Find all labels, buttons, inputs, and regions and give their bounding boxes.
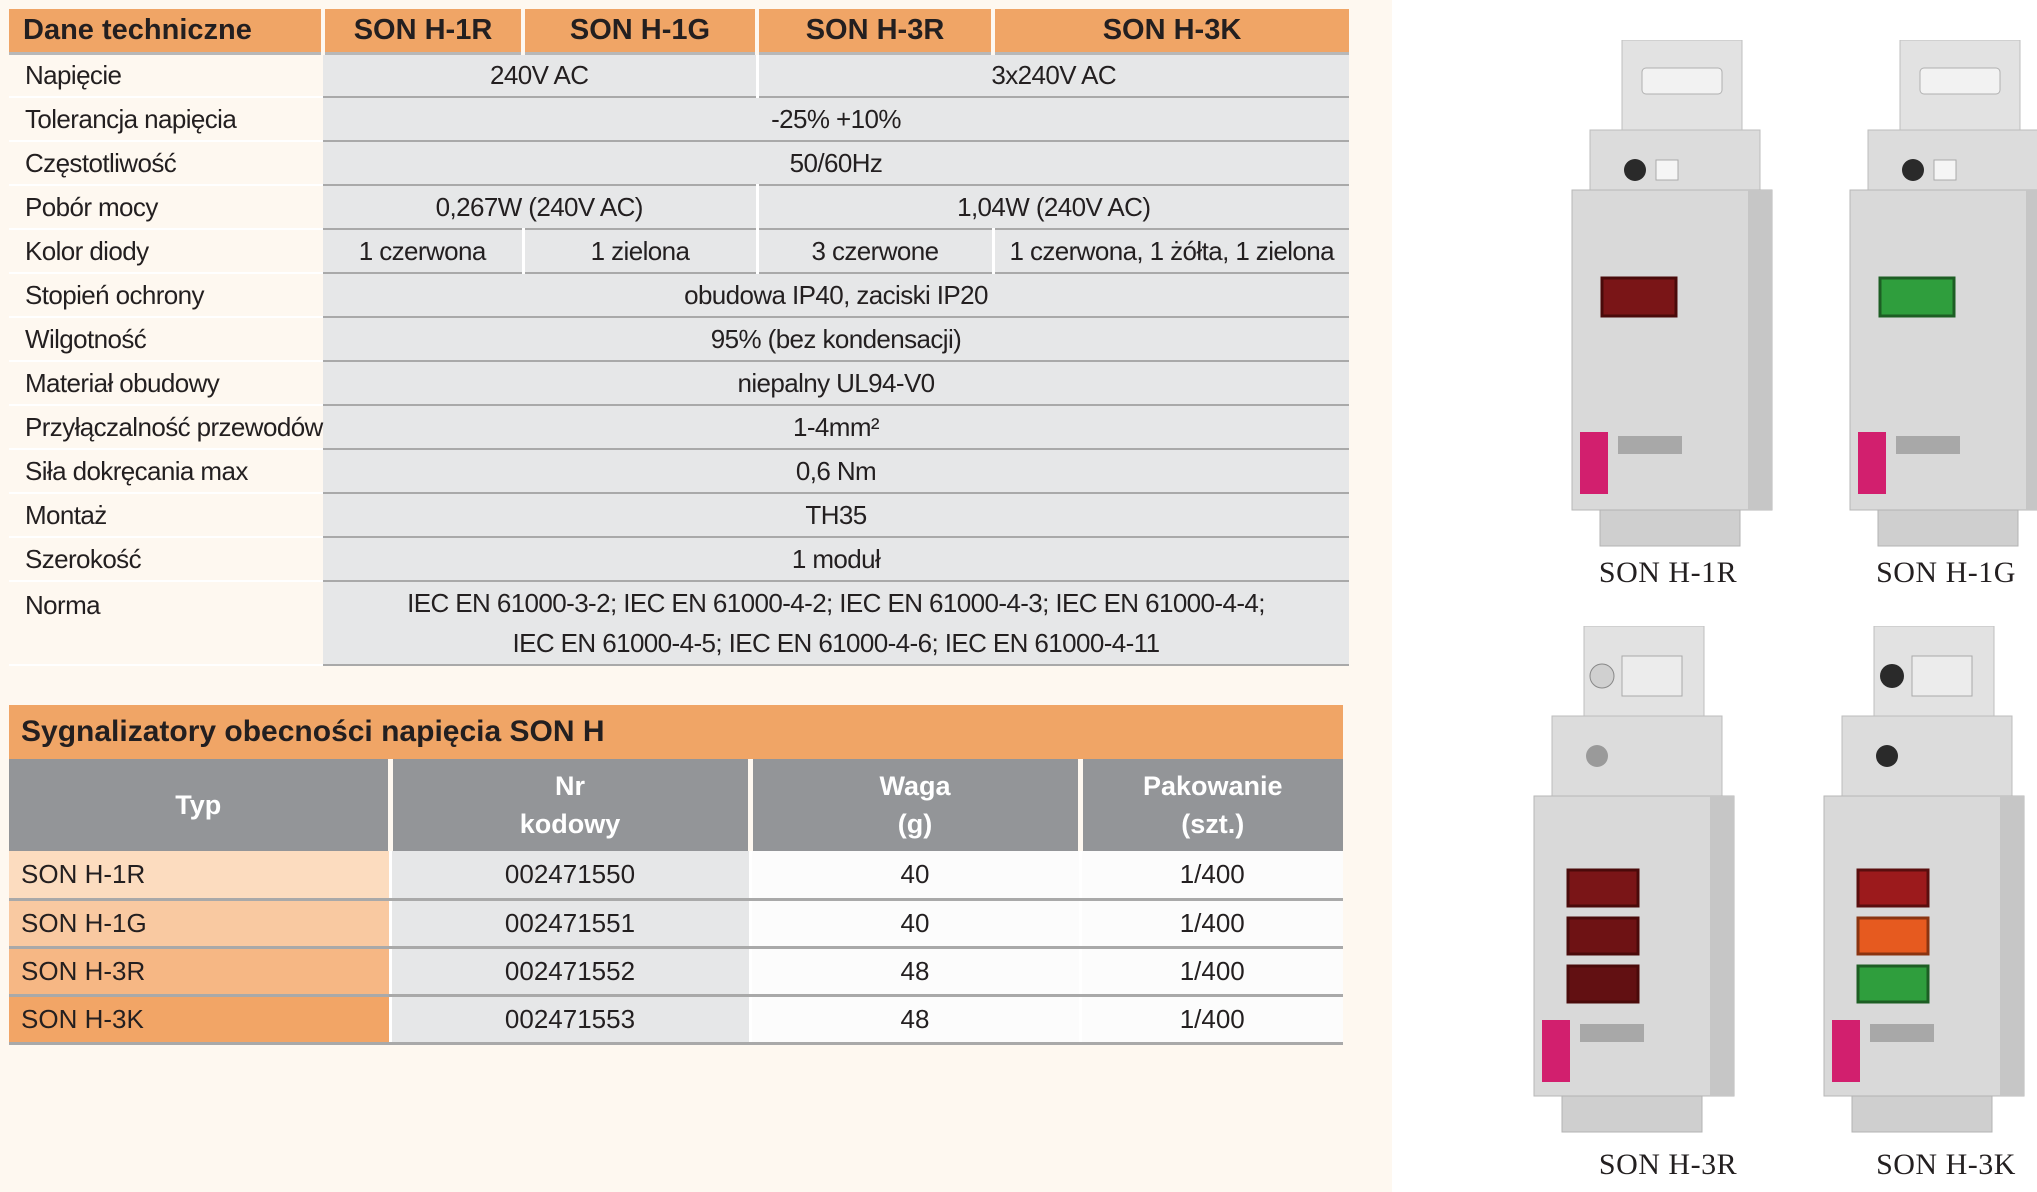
spec-table (9, 9, 1349, 666)
order-header-waga-line-1: Waga (879, 771, 951, 801)
spec-value: -25% +10% (323, 97, 1349, 141)
spec-value: 1 moduł (323, 537, 1349, 581)
order-row (9, 995, 1343, 1043)
order-typ: SON H-3R (9, 947, 390, 995)
order-typ: SON H-3K (9, 995, 390, 1043)
order-nr: 002471552 (390, 947, 750, 995)
order-header-nr-kodowy (390, 759, 750, 851)
order-row (9, 947, 1343, 995)
spec-label: Montaż (9, 493, 323, 537)
spec-value: 3x240V AC (757, 53, 1349, 97)
product-image-son-h-1r (1560, 40, 1780, 550)
spec-value: 95% (bez kondensacji) (323, 317, 1349, 361)
din-module-single-green-icon (1838, 40, 2037, 550)
din-module-three-mixed-icon (1812, 626, 2032, 1136)
spec-row-wilgotnosc (9, 317, 1349, 361)
spec-label: Przyłączalność przewodów (9, 405, 323, 449)
order-header-nr-line-1: Nr (554, 771, 585, 801)
product-image-son-h-1g (1838, 40, 2037, 550)
spec-row-napiecie (9, 53, 1349, 97)
order-typ: SON H-1R (9, 851, 390, 899)
spec-value: 1 zielona (523, 229, 757, 273)
order-waga: 48 (750, 995, 1080, 1043)
order-waga: 40 (750, 851, 1080, 899)
din-module-single-red-icon (1560, 40, 1780, 550)
right-panel (1392, 0, 2037, 1192)
spec-value: 1 czerwona (323, 229, 523, 273)
spec-value: 240V AC (323, 53, 757, 97)
order-table (9, 759, 1343, 1045)
spec-row-material (9, 361, 1349, 405)
spec-row-przylaczalnosc (9, 405, 1349, 449)
order-waga: 48 (750, 947, 1080, 995)
spec-value: TH35 (323, 493, 1349, 537)
spec-label: Siła dokręcania max (9, 449, 323, 493)
din-module-three-red-icon (1522, 626, 1742, 1136)
spec-value-norma (323, 581, 1349, 665)
order-header-pak-line-1: Pakowanie (1142, 771, 1283, 801)
spec-value: obudowa IP40, zaciski IP20 (323, 273, 1349, 317)
order-table-title: Sygnalizatory obecności napięcia SON H (9, 705, 1343, 759)
order-pak: 1/400 (1080, 947, 1343, 995)
product-caption: SON H-3R (1598, 1148, 1738, 1181)
order-row (9, 899, 1343, 947)
spec-value: 0,6 Nm (323, 449, 1349, 493)
spec-label: Szerokość (9, 537, 323, 581)
order-row (9, 851, 1343, 899)
order-nr: 002471551 (390, 899, 750, 947)
order-header-pakowanie (1080, 759, 1343, 851)
spec-value: 1,04W (240V AC) (757, 185, 1349, 229)
order-header-nr-line-2: kodowy (519, 809, 621, 839)
spec-value: 3 czerwone (757, 229, 993, 273)
order-nr: 002471553 (390, 995, 750, 1043)
order-waga: 40 (750, 899, 1080, 947)
product-caption: SON H-1G (1876, 556, 2016, 589)
product-image-son-h-3r (1522, 626, 1742, 1136)
spec-label: Wilgotność (9, 317, 323, 361)
spec-value: niepalny UL94-V0 (323, 361, 1349, 405)
spec-row-kolor (9, 229, 1349, 273)
spec-value: 50/60Hz (323, 141, 1349, 185)
spec-row-montaz (9, 493, 1349, 537)
order-header-pak-line-2: (szt.) (1181, 809, 1245, 839)
spec-label: Kolor diody (9, 229, 323, 273)
order-header-typ: Typ (9, 759, 390, 851)
spec-value: 0,267W (240V AC) (323, 185, 757, 229)
spec-header-label: Dane techniczne (9, 9, 323, 53)
spec-value: 1 czerwona, 1 żółta, 1 zielona (993, 229, 1349, 273)
spec-row-czestotliwosc (9, 141, 1349, 185)
spec-label: Napięcie (9, 53, 323, 97)
spec-header-son-h-1g: SON H-1G (523, 9, 757, 53)
order-header-waga-line-2: (g) (897, 809, 933, 839)
order-pak: 1/400 (1080, 851, 1343, 899)
spec-label: Pobór mocy (9, 185, 323, 229)
spec-row-sila (9, 449, 1349, 493)
spec-row-stopien (9, 273, 1349, 317)
product-caption: SON H-1R (1598, 556, 1738, 589)
spec-row-pobor (9, 185, 1349, 229)
spec-row-norma (9, 581, 1349, 665)
order-nr: 002471550 (390, 851, 750, 899)
spec-label: Materiał obudowy (9, 361, 323, 405)
norma-line-2: IEC EN 61000-4-5; IEC EN 61000-4-6; IEC EN 61000-4-11 (512, 628, 1160, 658)
spec-row-szerokosc (9, 537, 1349, 581)
order-typ: SON H-1G (9, 899, 390, 947)
spec-header-row (9, 9, 1349, 53)
norma-line-1: IEC EN 61000-3-2; IEC EN 61000-4-2; IEC EN 61000-4-3; IEC EN 61000-4-4; (407, 588, 1265, 618)
product-caption: SON H-3K (1876, 1148, 2016, 1181)
product-image-son-h-3k (1812, 626, 2032, 1136)
spec-label: Stopień ochrony (9, 273, 323, 317)
order-header-waga (750, 759, 1080, 851)
spec-label: Częstotliwość (9, 141, 323, 185)
spec-header-son-h-1r: SON H-1R (323, 9, 523, 53)
spec-value: 1-4mm² (323, 405, 1349, 449)
order-pak: 1/400 (1080, 995, 1343, 1043)
order-pak: 1/400 (1080, 899, 1343, 947)
spec-label: Norma (9, 581, 323, 665)
order-header-row (9, 759, 1343, 851)
spec-header-son-h-3r: SON H-3R (757, 9, 993, 53)
spec-label: Tolerancja napięcia (9, 97, 323, 141)
spec-row-tolerancja (9, 97, 1349, 141)
spec-header-son-h-3k: SON H-3K (993, 9, 1349, 53)
